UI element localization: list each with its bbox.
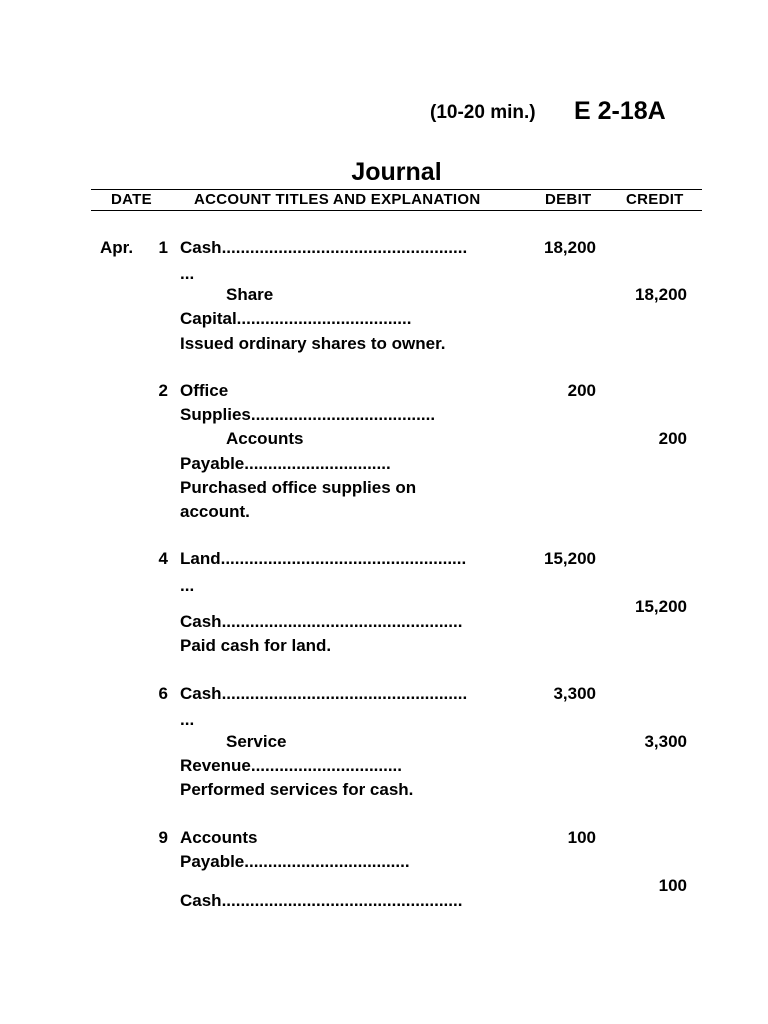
debit-amount: 200: [567, 381, 596, 400]
credit-amount: 200: [658, 429, 687, 448]
credit-account: Service: [226, 732, 287, 751]
debit-account-continued: Payable...................................: [180, 852, 410, 871]
debit-amount: 15,200: [544, 549, 596, 568]
entry-explanation-continued: account.: [180, 502, 250, 521]
debit-account-continued: ...: [180, 576, 195, 595]
entry-explanation: Paid cash for land.: [180, 636, 332, 655]
debit-account-continued: ...: [180, 710, 195, 729]
debit-amount: 100: [567, 828, 596, 847]
entry-day: 2: [158, 381, 168, 400]
exercise-number: E 2-18A: [574, 97, 666, 125]
debit-account: Cash....................................................: [180, 684, 468, 703]
debit-account-continued: ...: [180, 264, 195, 283]
time-estimate: (10-20 min.): [430, 102, 536, 123]
header-rule-bottom: [91, 210, 702, 211]
debit-account: Accounts: [180, 828, 258, 847]
entry-day: 9: [158, 828, 168, 847]
column-header-debit: DEBIT: [545, 191, 592, 208]
debit-account: Office: [180, 381, 229, 400]
credit-account: Cash...................................................: [180, 891, 463, 910]
debit-account: Cash....................................................: [180, 238, 468, 257]
credit-amount: 3,300: [644, 732, 687, 751]
credit-amount: 18,200: [635, 285, 687, 304]
credit-account-continued: Revenue................................: [180, 756, 403, 775]
credit-amount: 15,200: [635, 597, 687, 616]
credit-account-continued: Capital.....................................: [180, 309, 412, 328]
entry-day: 6: [158, 684, 168, 703]
page-title: Journal: [351, 158, 442, 186]
entry-day: 4: [158, 549, 168, 568]
debit-account-continued: Supplies.......................................: [180, 405, 436, 424]
entry-explanation: Issued ordinary shares to owner.: [180, 334, 446, 353]
debit-amount: 3,300: [553, 684, 596, 703]
entry-month: Apr.: [100, 238, 134, 257]
debit-amount: 18,200: [544, 238, 596, 257]
entry-explanation: Purchased office supplies on: [180, 478, 417, 497]
entry-day: 1: [158, 238, 168, 257]
debit-account: Land....................................................: [180, 549, 467, 568]
column-header-date: DATE: [111, 191, 152, 208]
column-header-account: ACCOUNT TITLES AND EXPLANATION: [194, 191, 481, 208]
credit-account: Accounts: [226, 429, 304, 448]
column-header-credit: CREDIT: [626, 191, 684, 208]
credit-account: Share: [226, 285, 274, 304]
credit-account-continued: Payable...............................: [180, 454, 391, 473]
header-rule-top: [91, 189, 702, 190]
entry-explanation: Performed services for cash.: [180, 780, 414, 799]
credit-amount: 100: [658, 876, 687, 895]
credit-account: Cash...................................................: [180, 612, 463, 631]
